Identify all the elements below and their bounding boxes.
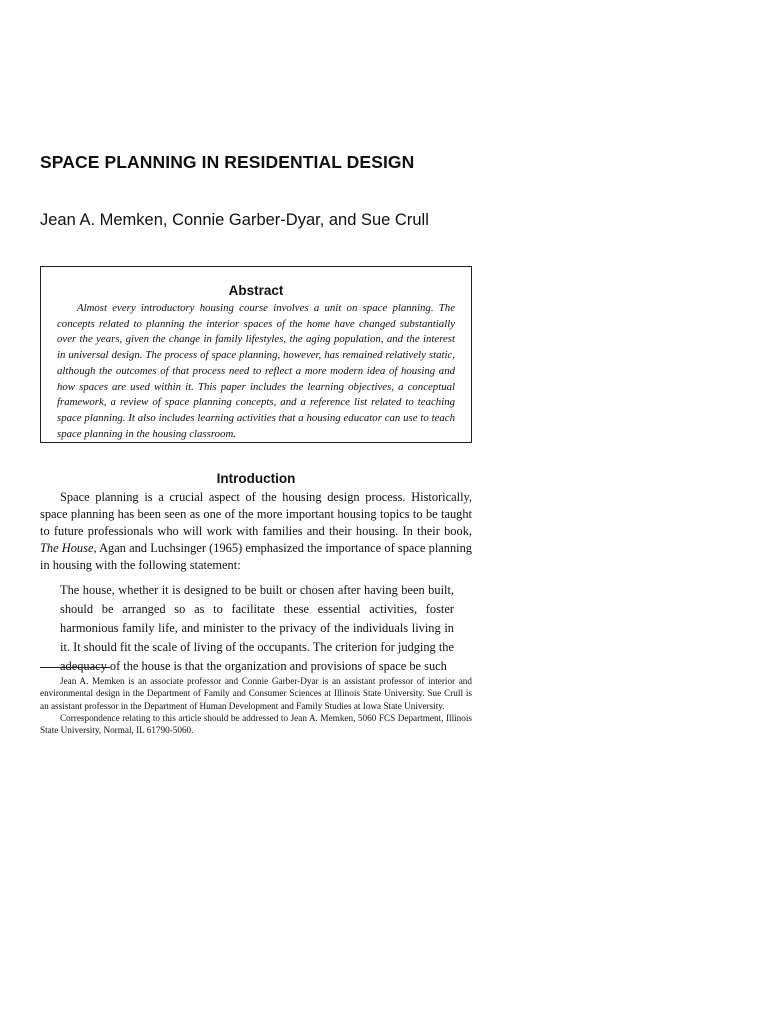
abstract-heading: Abstract [228,283,284,298]
abstract-box [40,266,472,443]
author-list: Jean A. Memken, Connie Garber-Dyar, and Sue Crull [40,211,429,229]
paper-title: SPACE PLANNING IN RESIDENTIAL DESIGN [40,152,415,172]
footnote-correspondence: Correspondence relating to this article should be addressed to Jean A. Memken, 5060 FCS Department, Illinois State University, Normal, IL 61790-5060. [40,712,472,736]
introduction-heading: Introduction [216,471,296,486]
footnote-divider [40,667,110,668]
footnote-author-affiliations: Jean A. Memken is an associate professor and Connie Garber-Dyar is an assistant professor of interior and environmental design in the Department of Family and Consumer Sciences at Illinois State University. Sue Crull is an assistant professor in the Department of Human Development and Family Studies at Iowa State University. [40,676,472,711]
abstract-text: Almost every introductory housing course involves a unit on space planning. The concepts related to planning the interior spaces of the home have changed substantially over the years, given the change in family lifestyles, the aging population, and the interest in universal design. The process of space planning, however, has remained relatively static, although the outcomes of that process need to reflect a more modern idea of housing and how spaces are used within it. This paper includes the learning objectives, a conceptual framework, a review of space planning concepts, and a reference list related to teaching space planning. It also includes learning activities that a housing educator can use to teach space planning in the housing classroom. [57,302,455,440]
block-quote: The house, whether it is designed to be built or chosen after having been built, should be arranged so as to facilitate these essential activities, foster harmonious family life, and minister to the privacy of the individuals living in it. It should fit the scale of living of the occupants. The criterion for judging the adequacy of the house is that the organization and provisions of space be such [60,583,454,674]
footnotes [40,675,472,736]
book-title: The House [40,541,94,556]
intro-text-part1: Space planning is a crucial aspect of the housing design process. Historically, space planning has been seen as one of the more important housing topics to be taught to future professionals who will work with families and their housing. In their book, [40,490,472,539]
introduction-paragraph [40,489,472,574]
intro-text-part2: , Agan and Luchsinger (1965) emphasized the importance of space planning in housing with the following statement: [40,541,472,573]
